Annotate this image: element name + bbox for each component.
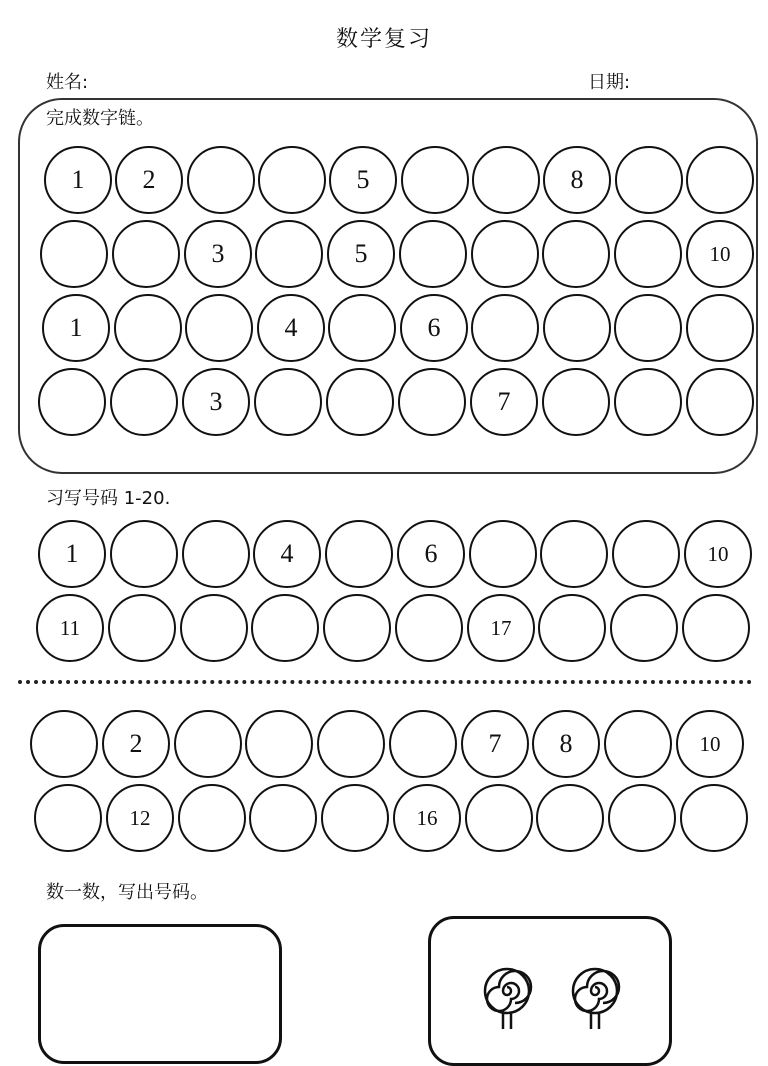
blank-number-circle[interactable] xyxy=(608,784,676,852)
blank-number-circle[interactable] xyxy=(610,594,678,662)
blank-number-circle[interactable] xyxy=(399,220,467,288)
section4-instruction: 数一数，写出号码。 xyxy=(46,882,208,903)
blank-number-circle[interactable] xyxy=(540,520,608,588)
number-circle: 5 xyxy=(329,146,397,214)
lollipops-illustration xyxy=(431,919,671,1029)
number-circle: 10 xyxy=(686,220,754,288)
section1-instruction: 完成数字链。 xyxy=(46,108,154,129)
blank-number-circle[interactable] xyxy=(251,594,319,662)
blank-number-circle[interactable] xyxy=(542,220,610,288)
number-circle: 3 xyxy=(184,220,252,288)
blank-number-circle[interactable] xyxy=(614,220,682,288)
blank-number-circle[interactable] xyxy=(182,520,250,588)
lollipop-icon xyxy=(485,969,531,1029)
number-circle: 6 xyxy=(400,294,468,362)
blank-number-circle[interactable] xyxy=(615,146,683,214)
blank-number-circle[interactable] xyxy=(538,594,606,662)
blank-number-circle[interactable] xyxy=(612,520,680,588)
blank-number-circle[interactable] xyxy=(245,710,313,778)
blank-number-circle[interactable] xyxy=(187,146,255,214)
number-circle: 11 xyxy=(36,594,104,662)
blank-number-circle[interactable] xyxy=(38,368,106,436)
blank-number-circle[interactable] xyxy=(465,784,533,852)
blank-number-circle[interactable] xyxy=(114,294,182,362)
blank-number-circle[interactable] xyxy=(323,594,391,662)
blank-number-circle[interactable] xyxy=(110,368,178,436)
number-chain-row xyxy=(40,220,754,292)
blank-number-circle[interactable] xyxy=(398,368,466,436)
blank-number-circle[interactable] xyxy=(328,294,396,362)
number-circle: 1 xyxy=(38,520,106,588)
blank-number-circle[interactable] xyxy=(317,710,385,778)
blank-number-circle[interactable] xyxy=(30,710,98,778)
blank-number-circle[interactable] xyxy=(471,294,539,362)
blank-number-circle[interactable] xyxy=(542,368,610,436)
number-circle: 4 xyxy=(257,294,325,362)
blank-number-circle[interactable] xyxy=(185,294,253,362)
number-chain-row xyxy=(44,146,754,218)
blank-number-circle[interactable] xyxy=(112,220,180,288)
blank-number-circle[interactable] xyxy=(180,594,248,662)
number-circle: 17 xyxy=(467,594,535,662)
number-chain-row xyxy=(38,368,754,440)
blank-number-circle[interactable] xyxy=(686,146,754,214)
blank-number-circle[interactable] xyxy=(472,146,540,214)
count-box-empty xyxy=(38,924,282,1064)
blank-number-circle[interactable] xyxy=(321,784,389,852)
blank-number-circle[interactable] xyxy=(108,594,176,662)
number-circle: 2 xyxy=(102,710,170,778)
blank-number-circle[interactable] xyxy=(40,220,108,288)
blank-number-circle[interactable] xyxy=(174,710,242,778)
blank-number-circle[interactable] xyxy=(395,594,463,662)
blank-number-circle[interactable] xyxy=(254,368,322,436)
number-circle: 2 xyxy=(115,146,183,214)
blank-number-circle[interactable] xyxy=(389,710,457,778)
blank-number-circle[interactable] xyxy=(326,368,394,436)
blank-number-circle[interactable] xyxy=(686,368,754,436)
date-label: 日期: xyxy=(588,72,631,93)
blank-number-circle[interactable] xyxy=(110,520,178,588)
number-circle: 7 xyxy=(461,710,529,778)
number-circle: 1 xyxy=(44,146,112,214)
section2-instruction: 习写号码 1-20. xyxy=(46,488,171,509)
blank-number-circle[interactable] xyxy=(255,220,323,288)
lollipop-icon xyxy=(573,969,619,1029)
number-circle: 8 xyxy=(543,146,611,214)
blank-number-circle[interactable] xyxy=(178,784,246,852)
blank-number-circle[interactable] xyxy=(543,294,611,362)
number-circle: 10 xyxy=(684,520,752,588)
number-circle: 8 xyxy=(532,710,600,778)
number-circle: 12 xyxy=(106,784,174,852)
number-circle: 16 xyxy=(393,784,461,852)
number-circle: 6 xyxy=(397,520,465,588)
blank-number-circle[interactable] xyxy=(469,520,537,588)
blank-number-circle[interactable] xyxy=(401,146,469,214)
blank-number-circle[interactable] xyxy=(471,220,539,288)
practice-row xyxy=(34,784,748,856)
number-circle: 1 xyxy=(42,294,110,362)
number-chain-row xyxy=(42,294,754,366)
number-circle: 7 xyxy=(470,368,538,436)
blank-number-circle[interactable] xyxy=(258,146,326,214)
blank-number-circle[interactable] xyxy=(614,294,682,362)
practice-row xyxy=(38,520,752,592)
practice-row xyxy=(30,710,744,782)
blank-number-circle[interactable] xyxy=(249,784,317,852)
number-circle: 10 xyxy=(676,710,744,778)
blank-number-circle[interactable] xyxy=(34,784,102,852)
blank-number-circle[interactable] xyxy=(682,594,750,662)
blank-number-circle[interactable] xyxy=(614,368,682,436)
blank-number-circle[interactable] xyxy=(536,784,604,852)
practice-row xyxy=(36,594,750,666)
number-circle: 4 xyxy=(253,520,321,588)
number-circle: 3 xyxy=(182,368,250,436)
name-label: 姓名: xyxy=(46,72,89,93)
number-circle: 5 xyxy=(327,220,395,288)
blank-number-circle[interactable] xyxy=(680,784,748,852)
blank-number-circle[interactable] xyxy=(325,520,393,588)
blank-number-circle[interactable] xyxy=(686,294,754,362)
count-box-lollipops xyxy=(428,916,672,1066)
page-title: 数学复习 xyxy=(335,27,432,52)
dotted-divider xyxy=(18,680,752,684)
blank-number-circle[interactable] xyxy=(604,710,672,778)
